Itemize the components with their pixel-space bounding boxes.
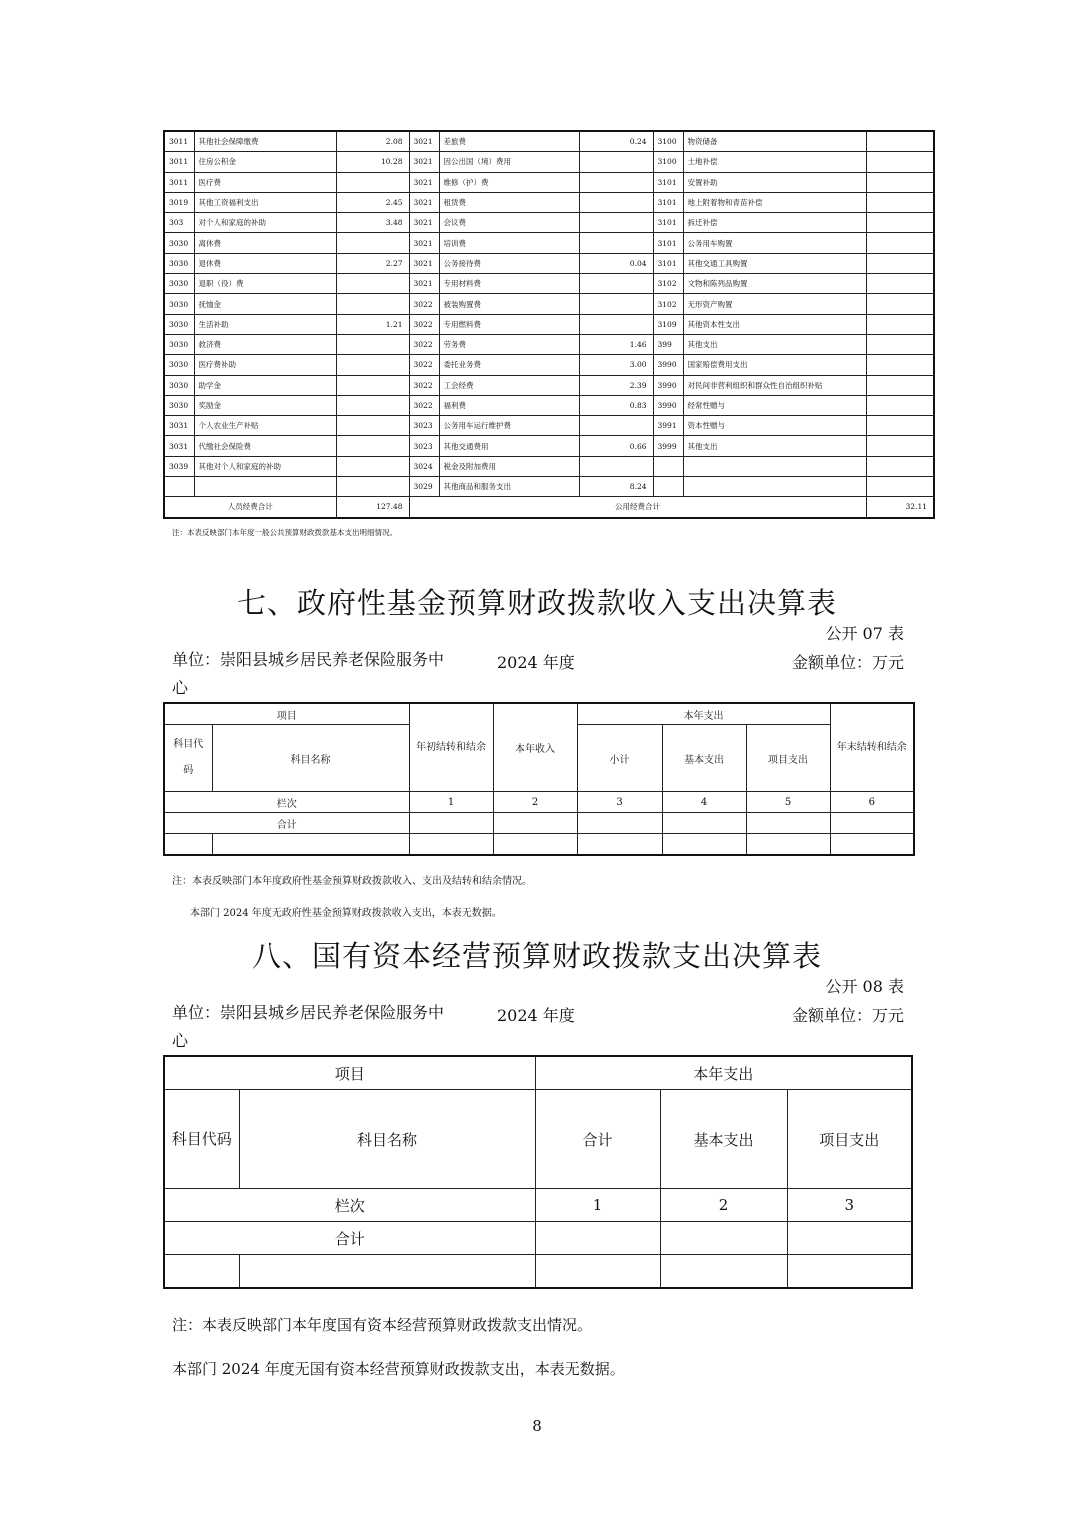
- gov-fund-cell: [409, 834, 493, 856]
- gov-fund-cell: [662, 813, 746, 834]
- table1-cell: 3031: [164, 416, 194, 436]
- state-capital-cell: [660, 1222, 787, 1255]
- gov-fund-col-no: 3: [577, 792, 662, 813]
- gov-fund-col-no: 4: [662, 792, 746, 813]
- state-capital-project-exp-header: 项目支出: [787, 1090, 912, 1189]
- table1-cell: 住房公积金: [194, 152, 336, 172]
- table1-cell: 3030: [164, 314, 194, 334]
- table1-cell: 3024: [409, 456, 439, 476]
- state-capital-cell: [535, 1222, 660, 1255]
- table1-cell: 差旅费: [439, 131, 579, 152]
- table1-cell: [866, 294, 934, 314]
- table1-cell: 3.48: [336, 213, 409, 233]
- table1-cell: [866, 477, 934, 497]
- table1-row: [164, 314, 934, 334]
- table1-cell: 3101: [653, 253, 683, 273]
- table1-cell: 0.04: [579, 253, 653, 273]
- state-capital-total-label: 合计: [164, 1222, 535, 1255]
- table1-cell: 3019: [164, 192, 194, 212]
- table1-cell: 委托业务费: [439, 355, 579, 375]
- table1-cell: 3030: [164, 395, 194, 415]
- table1-cell: 3030: [164, 233, 194, 253]
- section7-note: 注：本表反映部门本年度政府性基金预算财政拨款收入、支出及结转和结余情况。: [172, 876, 532, 887]
- table1-cell: 因公出国（境）费用: [439, 152, 579, 172]
- table1-cell: 地上附着物和青苗补偿: [683, 192, 866, 212]
- table1-cell: [336, 233, 409, 253]
- table1-cell: 10.28: [336, 152, 409, 172]
- table1-cell: 物资储备: [683, 131, 866, 152]
- state-capital-col-no-label: 栏次: [164, 1189, 535, 1222]
- table1-cell: 3021: [409, 233, 439, 253]
- table1-cell: 3109: [653, 314, 683, 334]
- state-capital-cell: [787, 1255, 912, 1289]
- table1-cell: [866, 314, 934, 334]
- state-capital-table: [163, 1055, 913, 1289]
- table1-cell: 2.08: [336, 131, 409, 152]
- state-capital-project-header: 项目: [164, 1056, 535, 1090]
- table1-cell: [866, 436, 934, 456]
- gov-fund-subtotal-header: 小计: [577, 725, 662, 792]
- table1-cell: [866, 233, 934, 253]
- table1-cell: 医疗费补助: [194, 355, 336, 375]
- table1-cell: [866, 355, 934, 375]
- table1-cell: [336, 172, 409, 192]
- table1-cell: 3029: [409, 477, 439, 497]
- table1-cell: 2.39: [579, 375, 653, 395]
- table1-cell: 拆迁补偿: [683, 213, 866, 233]
- table1-cell: [336, 456, 409, 476]
- table1-row: [164, 375, 934, 395]
- table1-cell: [866, 274, 934, 294]
- gov-fund-code-header: 科目代码: [164, 725, 212, 792]
- table1-cell: [579, 172, 653, 192]
- table1-cell: 无形资产购置: [683, 294, 866, 314]
- table1-cell: [866, 213, 934, 233]
- table1-cell: 3022: [409, 375, 439, 395]
- gov-fund-cell: [830, 834, 914, 856]
- table1-cell: 其他交通工具购置: [683, 253, 866, 273]
- personnel-total-value: 127.48: [336, 497, 409, 518]
- table1-cell: [866, 131, 934, 152]
- table1-cell: 3030: [164, 274, 194, 294]
- state-capital-basic-header: 基本支出: [660, 1090, 787, 1189]
- table1-cell: 3021: [409, 131, 439, 152]
- gov-fund-col-no-label: 栏次: [164, 792, 409, 813]
- table1-cell: 303: [164, 213, 194, 233]
- state-capital-cell: [660, 1255, 787, 1289]
- table1-cell: 3022: [409, 314, 439, 334]
- table1-row: [164, 233, 934, 253]
- table1-cell: 3022: [409, 294, 439, 314]
- table1-cell: 3039: [164, 456, 194, 476]
- gov-fund-project-exp-header: 项目支出: [746, 725, 830, 792]
- table1-cell: 文物和陈列品购置: [683, 274, 866, 294]
- gov-fund-col-no: 5: [746, 792, 830, 813]
- basic-expense-detail-body: [164, 131, 934, 497]
- table1-cell: 其他资本性支出: [683, 314, 866, 334]
- gov-fund-income-header: 本年收入: [493, 703, 577, 792]
- table1-cell: 代缴社会保险费: [194, 436, 336, 456]
- table1-cell: 其他支出: [683, 334, 866, 354]
- gov-fund-col-no-row: [164, 792, 914, 813]
- table1-cell: 退休费: [194, 253, 336, 273]
- table1-cell: 3990: [653, 395, 683, 415]
- state-capital-col-no: 2: [660, 1189, 787, 1222]
- state-capital-header-row2: [164, 1090, 912, 1189]
- table1-row: [164, 172, 934, 192]
- table1-cell: 3030: [164, 253, 194, 273]
- table1-cell: 个人农业生产补贴: [194, 416, 336, 436]
- gov-fund-cell: [577, 813, 662, 834]
- gov-fund-project-header: 项目: [164, 703, 409, 725]
- table1-cell: [194, 477, 336, 497]
- table1-cell: 其他对个人和家庭的补助: [194, 456, 336, 476]
- table1-cell: 安置补助: [683, 172, 866, 192]
- gov-fund-basic-header: 基本支出: [662, 725, 746, 792]
- table1-cell: 公务用车运行维护费: [439, 416, 579, 436]
- public-total-label: 公用经费合计: [409, 497, 866, 518]
- gov-fund-col-no: 1: [409, 792, 493, 813]
- state-capital-name-header: 科目名称: [239, 1090, 535, 1189]
- table1-cell: 公务接待费: [439, 253, 579, 273]
- state-capital-cell: [164, 1255, 239, 1289]
- state-capital-cell: [239, 1255, 535, 1289]
- table1-cell: [866, 334, 934, 354]
- section8-form-no: 公开 08 表: [825, 977, 904, 996]
- table1-cell: [336, 334, 409, 354]
- table1-cell: 3101: [653, 192, 683, 212]
- table1-cell: 3021: [409, 213, 439, 233]
- table1-cell: 3023: [409, 416, 439, 436]
- table1-note: 注：本表反映部门本年度一般公共预算财政拨款基本支出明细情况。: [172, 528, 397, 537]
- table1-cell: 3990: [653, 355, 683, 375]
- section7-unit: 单位：崇阳县城乡居民养老保险服务中心: [172, 650, 445, 697]
- table1-cell: 3102: [653, 274, 683, 294]
- table1-cell: 工会经费: [439, 375, 579, 395]
- section8-unit: 单位：崇阳县城乡居民养老保险服务中心: [172, 1003, 445, 1050]
- gov-fund-table: [163, 702, 915, 856]
- table1-cell: 3023: [409, 436, 439, 456]
- table1-cell: 3100: [653, 152, 683, 172]
- gov-fund-header-row1: [164, 703, 914, 725]
- table1-cell: 对民间非营利组织和群众性自治组织补贴: [683, 375, 866, 395]
- table1-cell: 专用燃料费: [439, 314, 579, 334]
- table1-cell: [579, 152, 653, 172]
- gov-fund-name-header: 科目名称: [212, 725, 409, 792]
- table1-cell: 抚恤金: [194, 294, 336, 314]
- table1-row: [164, 436, 934, 456]
- section7-no-data: 本部门 2024 年度无政府性基金预算财政拨款收入支出，本表无数据。: [190, 908, 502, 919]
- table1-cell: [866, 172, 934, 192]
- table1-cell: 资本性赠与: [683, 416, 866, 436]
- table1-cell: [579, 192, 653, 212]
- table1-cell: 租赁费: [439, 192, 579, 212]
- table1-cell: [866, 375, 934, 395]
- table1-cell: [336, 294, 409, 314]
- table1-cell: 3102: [653, 294, 683, 314]
- section8-money-unit: 金额单位：万元: [791, 1006, 904, 1025]
- personnel-total-label: 人员经费合计: [164, 497, 336, 518]
- table1-cell: [579, 213, 653, 233]
- table1-cell: 3030: [164, 355, 194, 375]
- table1-cell: 被装购置费: [439, 294, 579, 314]
- gov-fund-cell: [830, 813, 914, 834]
- section8-year: 2024 年度: [497, 1006, 575, 1025]
- state-capital-cell: [535, 1255, 660, 1289]
- table1-cell: [336, 477, 409, 497]
- table1-cell: 3031: [164, 436, 194, 456]
- gov-fund-cell: [746, 813, 830, 834]
- gov-fund-cell: [212, 834, 409, 856]
- table1-row: [164, 274, 934, 294]
- table1-cell: 其他交通费用: [439, 436, 579, 456]
- table1-row: [164, 253, 934, 273]
- table1-cell: 退职（役）费: [194, 274, 336, 294]
- table1-cell: [866, 253, 934, 273]
- gov-fund-empty-row: [164, 834, 914, 856]
- table1-cell: [336, 416, 409, 436]
- table1-cell: 生活补助: [194, 314, 336, 334]
- table1-cell: 医疗费: [194, 172, 336, 192]
- table1-row: [164, 334, 934, 354]
- table1-cell: 0.83: [579, 395, 653, 415]
- table1-cell: 专用材料费: [439, 274, 579, 294]
- table1-cell: 3999: [653, 436, 683, 456]
- gov-fund-cell: [746, 834, 830, 856]
- table1-cell: 3021: [409, 192, 439, 212]
- table1-cell: 0.24: [579, 131, 653, 152]
- table1-cell: 3022: [409, 355, 439, 375]
- table1-row: [164, 152, 934, 172]
- table1-cell: 3101: [653, 172, 683, 192]
- table1-cell: [579, 233, 653, 253]
- table1-cell: 国家赔偿费用支出: [683, 355, 866, 375]
- table1-row: [164, 192, 934, 212]
- table1-cell: 3021: [409, 253, 439, 273]
- table1-cell: 公务用车购置: [683, 233, 866, 253]
- table1-cell: 对个人和家庭的补助: [194, 213, 336, 233]
- gov-fund-cell: [409, 813, 493, 834]
- table1-cell: 其他商品和服务支出: [439, 477, 579, 497]
- table1-cell: 1.46: [579, 334, 653, 354]
- state-capital-code-header: 科目代码: [164, 1090, 239, 1189]
- table1-cell: 1.21: [336, 314, 409, 334]
- state-capital-cell: [787, 1222, 912, 1255]
- table1-cell: 土地补偿: [683, 152, 866, 172]
- table1-cell: 3030: [164, 334, 194, 354]
- table1-cell: [866, 152, 934, 172]
- table1-cell: 3011: [164, 152, 194, 172]
- gov-fund-cell: [577, 834, 662, 856]
- table1-cell: [653, 477, 683, 497]
- state-capital-total-col-header: 合计: [535, 1090, 660, 1189]
- state-capital-total-row: [164, 1222, 912, 1255]
- table1-cell: 会议费: [439, 213, 579, 233]
- table1-cell: [579, 456, 653, 476]
- table1-row: [164, 355, 934, 375]
- table1-cell: [866, 192, 934, 212]
- table1-cell: 3100: [653, 131, 683, 152]
- table1-cell: 3101: [653, 213, 683, 233]
- table1-cell: 维修（护）费: [439, 172, 579, 192]
- table1-cell: 2.45: [336, 192, 409, 212]
- table1-cell: 经常性赠与: [683, 395, 866, 415]
- table1-cell: 3011: [164, 131, 194, 152]
- table1-cell: 3990: [653, 375, 683, 395]
- table1-cell: 其他工资福利支出: [194, 192, 336, 212]
- table1-cell: 3101: [653, 233, 683, 253]
- section7-money-unit: 金额单位：万元: [791, 653, 904, 672]
- table1-cell: 助学金: [194, 375, 336, 395]
- table1-cell: [336, 375, 409, 395]
- gov-fund-total-label: 合计: [164, 813, 409, 834]
- table1-cell: 奖励金: [194, 395, 336, 415]
- gov-fund-expense-header: 本年支出: [577, 703, 830, 725]
- table1-cell: 3021: [409, 274, 439, 294]
- table1-cell: 3022: [409, 334, 439, 354]
- gov-fund-total-row: [164, 813, 914, 834]
- table1-cell: [866, 395, 934, 415]
- gov-fund-cell: [493, 813, 577, 834]
- table1-cell: 3.00: [579, 355, 653, 375]
- state-capital-expense-header: 本年支出: [535, 1056, 912, 1090]
- section7-form-no: 公开 07 表: [825, 624, 904, 643]
- table1-cell: [336, 436, 409, 456]
- table1-cell: [866, 416, 934, 436]
- table1-row: [164, 477, 934, 497]
- table1-row: [164, 395, 934, 415]
- table1-row: [164, 294, 934, 314]
- table1-cell: 3011: [164, 172, 194, 192]
- table1-row: [164, 416, 934, 436]
- state-capital-col-no: 1: [535, 1189, 660, 1222]
- table1-cell: [579, 314, 653, 334]
- gov-fund-end-balance-header: 年末结转和结余: [830, 703, 914, 792]
- state-capital-empty-row: [164, 1255, 912, 1289]
- table1-cell: 劳务费: [439, 334, 579, 354]
- table1-cell: 3021: [409, 172, 439, 192]
- table1-cell: 8.24: [579, 477, 653, 497]
- table1-cell: [164, 477, 194, 497]
- section7-title: 七、政府性基金预算财政拨款收入支出决算表: [236, 586, 837, 620]
- table1-cell: [866, 456, 934, 476]
- table1-cell: 离休费: [194, 233, 336, 253]
- state-capital-col-no: 3: [787, 1189, 912, 1222]
- table1-cell: 其他社会保障缴费: [194, 131, 336, 152]
- table1-cell: 2.27: [336, 253, 409, 273]
- table1-cell: [579, 274, 653, 294]
- state-capital-col-no-row: [164, 1189, 912, 1222]
- table1-cell: 3030: [164, 294, 194, 314]
- section8-title: 八、国有资本经营预算财政拨款支出决算表: [251, 939, 822, 973]
- table1-cell: [579, 416, 653, 436]
- section8-no-data: 本部门 2024 年度无国有资本经营预算财政拨款支出，本表无数据。: [172, 1360, 625, 1378]
- gov-fund-cell: [164, 834, 212, 856]
- table1-cell: 培训费: [439, 233, 579, 253]
- table1-cell: 3030: [164, 375, 194, 395]
- table1-cell: 3021: [409, 152, 439, 172]
- table1-cell: [683, 477, 866, 497]
- table1-cell: 救济费: [194, 334, 336, 354]
- gov-fund-begin-balance-header: 年初结转和结余: [409, 703, 493, 792]
- page-number: 8: [532, 1417, 542, 1435]
- table1-cell: [653, 456, 683, 476]
- table1-cell: 3022: [409, 395, 439, 415]
- table1-cell: 税金及附加费用: [439, 456, 579, 476]
- table1-cell: 福利费: [439, 395, 579, 415]
- table1-total-row: [164, 497, 934, 518]
- table1-cell: 3991: [653, 416, 683, 436]
- table1-cell: 其他支出: [683, 436, 866, 456]
- basic-expense-detail-table: [163, 130, 935, 519]
- state-capital-header-row1: [164, 1056, 912, 1090]
- section7-year: 2024 年度: [497, 653, 575, 672]
- section8-note: 注：本表反映部门本年度国有资本经营预算财政拨款支出情况。: [172, 1316, 593, 1334]
- table1-cell: 0.66: [579, 436, 653, 456]
- table1-cell: [336, 355, 409, 375]
- gov-fund-cell: [662, 834, 746, 856]
- gov-fund-col-no: 2: [493, 792, 577, 813]
- table1-cell: [683, 456, 866, 476]
- table1-row: [164, 131, 934, 152]
- table1-cell: [579, 294, 653, 314]
- public-total-value: 32.11: [866, 497, 934, 518]
- gov-fund-col-no: 6: [830, 792, 914, 813]
- gov-fund-cell: [493, 834, 577, 856]
- table1-cell: [336, 274, 409, 294]
- table1-cell: [336, 395, 409, 415]
- table1-row: [164, 213, 934, 233]
- table1-row: [164, 456, 934, 476]
- table1-cell: 399: [653, 334, 683, 354]
